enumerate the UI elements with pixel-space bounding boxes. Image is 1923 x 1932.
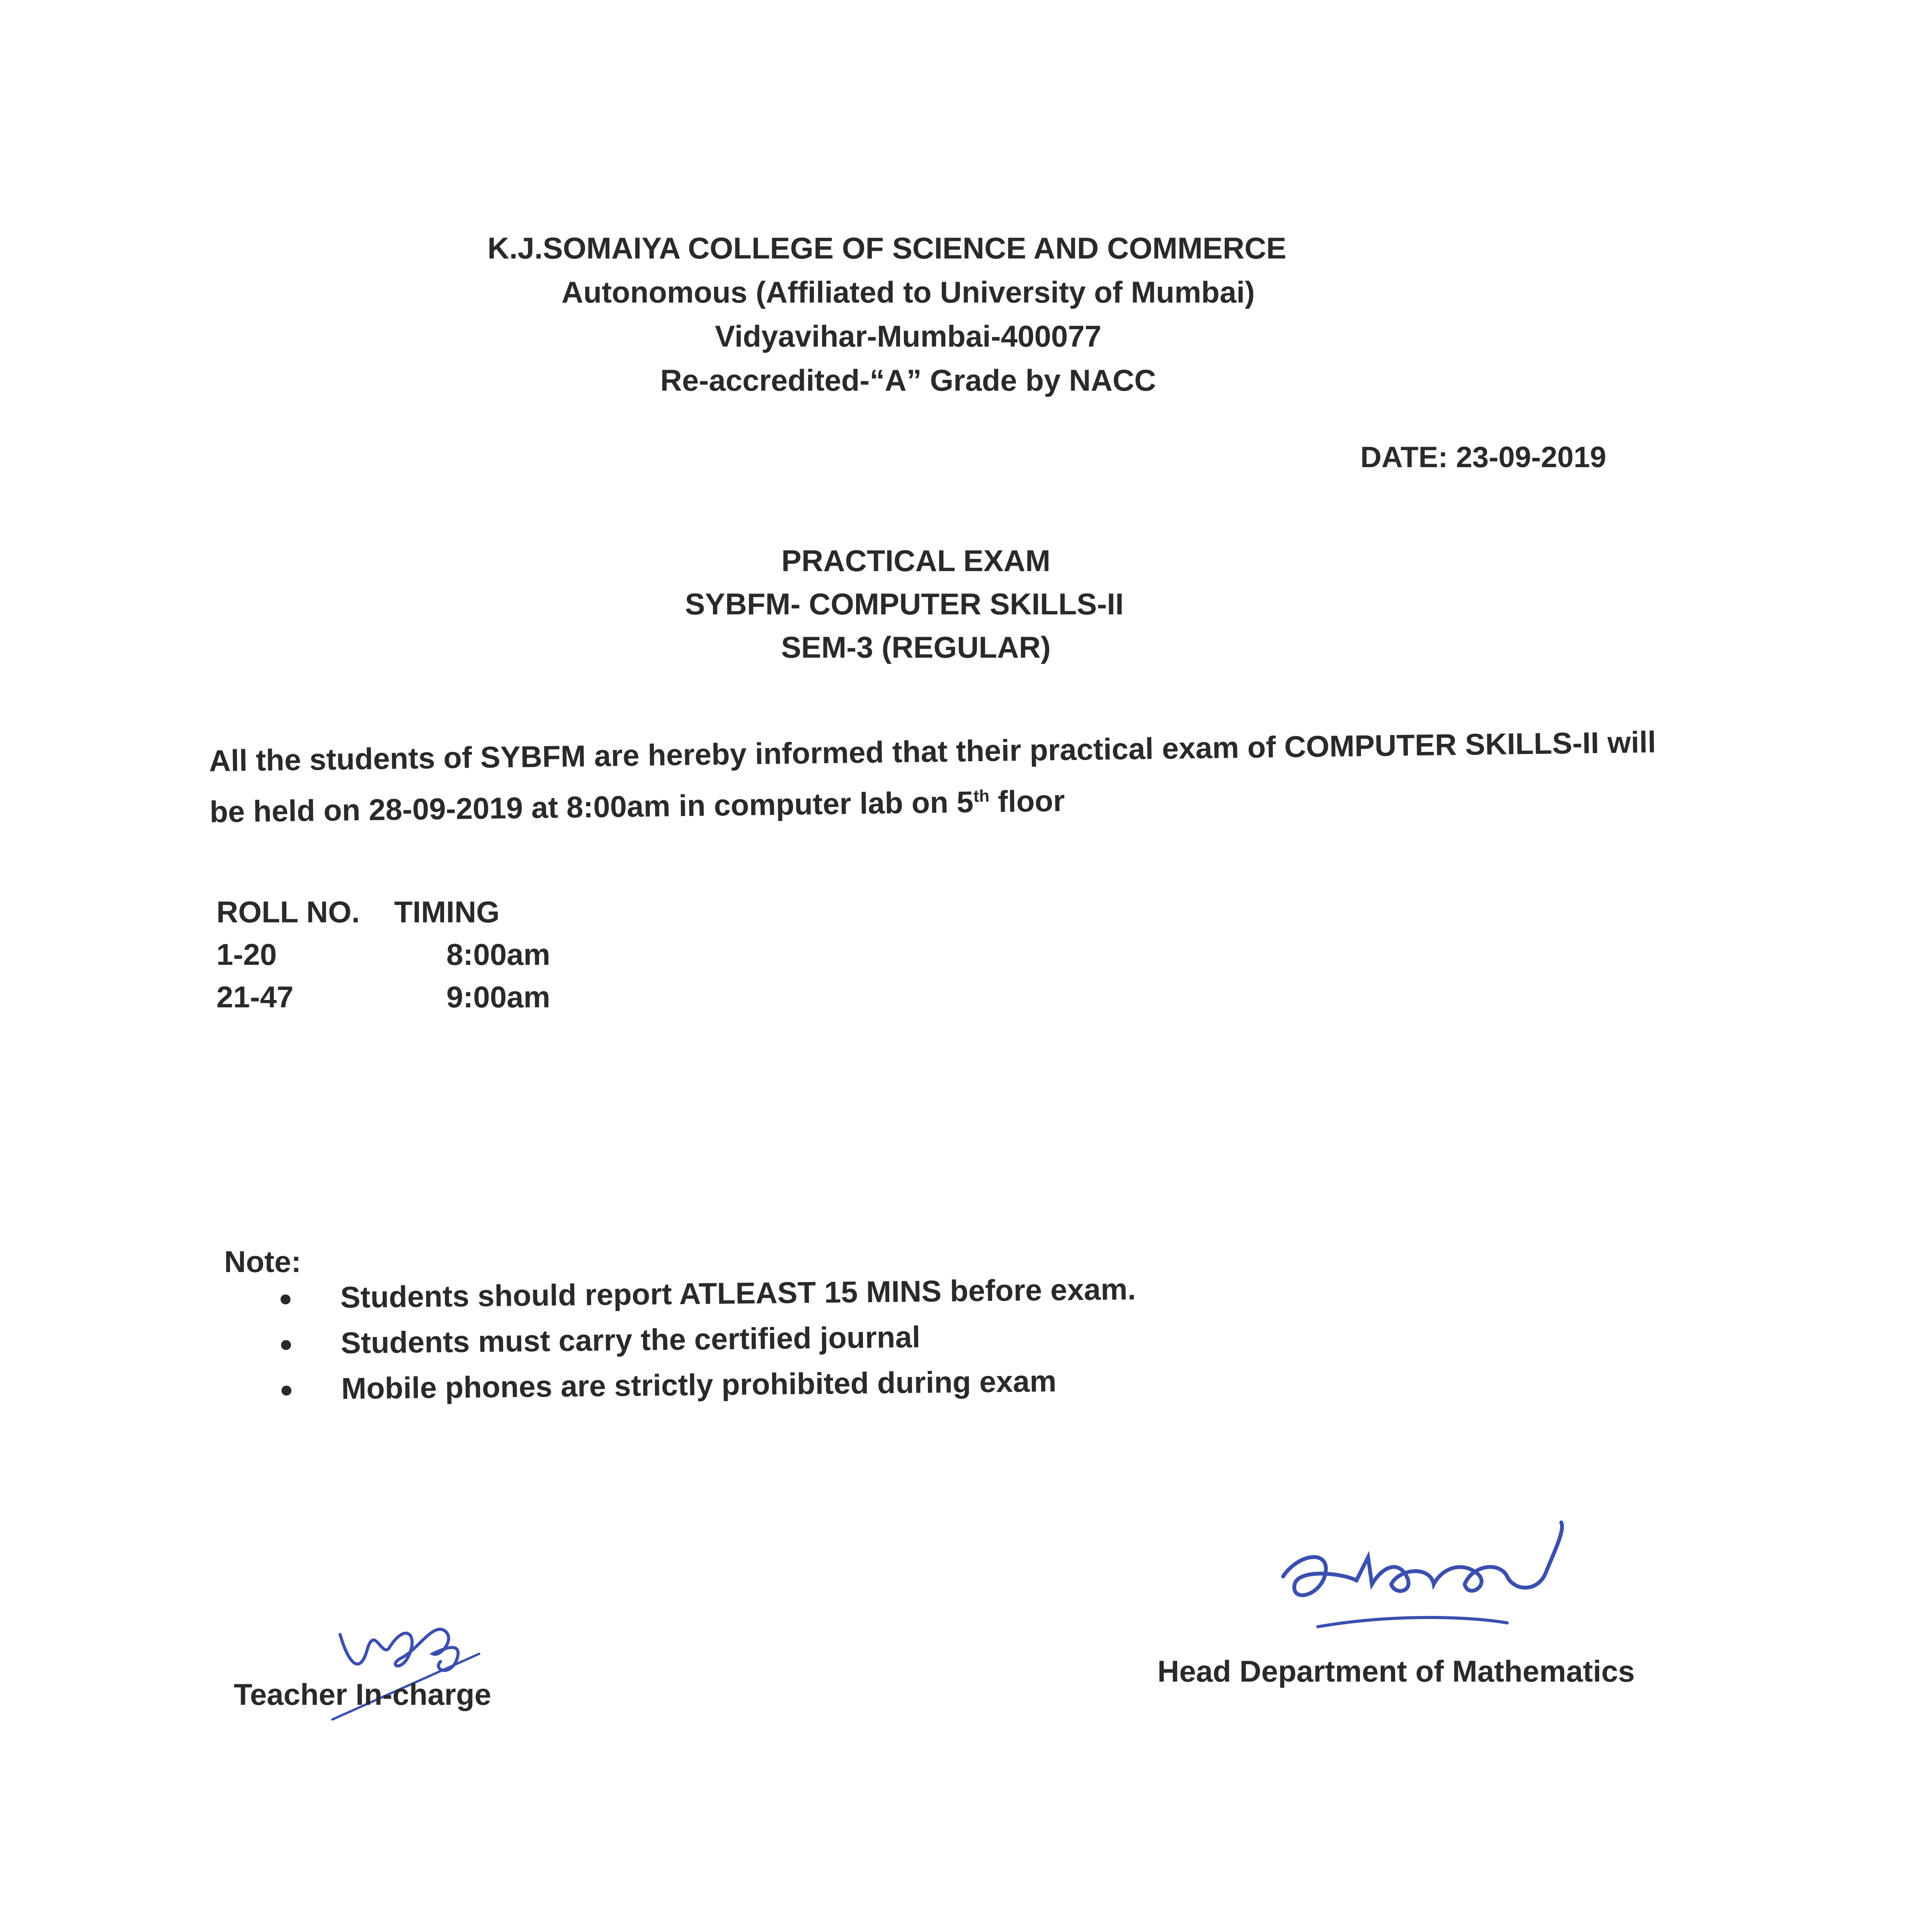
notice-body-line1: All the students of SYBFM are hereby informed that their practical exam of COMPUTER SKILLS-II will: [209, 724, 1656, 778]
roll-cell: 1-20: [216, 937, 277, 971]
teacher-in-charge-label: Teacher In-charge: [234, 1677, 492, 1711]
column-header-roll: ROLL NO.: [216, 895, 360, 929]
notice-title: [611, 539, 1221, 669]
college-name: K.J.SOMAIYA COLLEGE OF SCIENCE AND COMMERCE: [487, 231, 1287, 265]
exam-semester: SEM-3 (REGULAR): [781, 630, 1051, 664]
notice-body-line2-end: floor: [989, 784, 1065, 819]
note-label: Note:: [224, 1245, 301, 1279]
college-affiliation: Autonomous (Affiliated to University of Mumbai): [562, 275, 1255, 309]
college-header: [487, 226, 1322, 402]
college-accreditation: Re-accredited-“A” Grade by NACC: [660, 363, 1156, 397]
note-text: Mobile phones are strictly prohibited during exam: [341, 1364, 1057, 1405]
note-text: Students must carry the certified journal: [340, 1320, 921, 1360]
list-item: [278, 1266, 1136, 1321]
bullet-icon: ●: [279, 1330, 293, 1357]
notice-body-line2-text: be held on 28-09-2019 at 8:00am in computer lab on 5: [209, 785, 974, 829]
notice-body: [209, 718, 1709, 835]
head-signature: [1268, 1507, 1615, 1646]
ordinal-suffix: th: [973, 786, 990, 806]
list-item: [279, 1312, 1137, 1366]
head-department-label: Head Department of Mathematics: [1157, 1654, 1635, 1688]
note-text: Students should report ATLEAST 15 MINS before exam.: [340, 1272, 1136, 1314]
exam-title: PRACTICAL EXAM: [781, 544, 1051, 578]
exam-subject: SYBFM- COMPUTER SKILLS-II: [685, 587, 1124, 621]
bullet-icon: ●: [279, 1376, 294, 1402]
timing-cell: 8:00am: [446, 937, 550, 971]
notes-list: [278, 1266, 1137, 1412]
notice-date: DATE: 23-09-2019: [1360, 441, 1606, 474]
list-item: [279, 1357, 1137, 1412]
roll-cell: 21-47: [216, 980, 294, 1014]
bullet-icon: ●: [278, 1285, 293, 1311]
column-header-timing: TIMING: [394, 895, 500, 929]
college-address: Vidyavihar-Mumbai-400077: [715, 319, 1102, 353]
timing-cell: 9:00am: [446, 980, 550, 1014]
